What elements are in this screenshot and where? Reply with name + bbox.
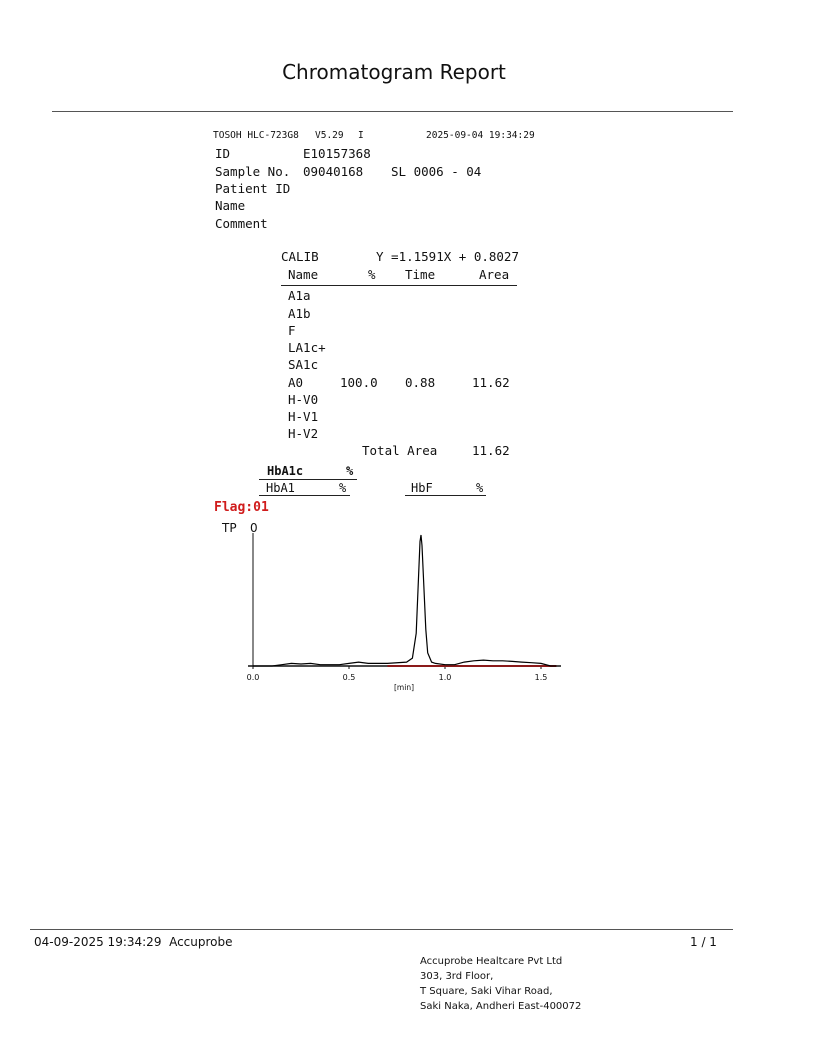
total-area-label: Total Area	[362, 443, 438, 458]
x-axis-ticks	[247, 666, 548, 682]
id-label: ID	[215, 146, 231, 161]
table-row-hv1: H-V1	[288, 409, 319, 424]
table-row-a0: A0	[288, 375, 304, 390]
x-tick-label: 0.0	[246, 673, 260, 682]
x-tick-label: 1.5	[534, 673, 548, 682]
report-title: Chromatogram Report	[282, 60, 506, 84]
chart-series	[253, 535, 556, 666]
hba1c-rule	[259, 479, 357, 480]
table-row-a1b: A1b	[288, 306, 311, 321]
name-label: Name	[215, 198, 246, 213]
sample-no-value: 09040168	[303, 164, 364, 179]
a0-pct: 100.0	[340, 375, 378, 390]
hba1-label: HbA1	[266, 481, 295, 495]
id-value: E10157368	[303, 146, 371, 161]
a0-area: 11.62	[472, 375, 510, 390]
address-line-city: Saki Naka, Andheri East-400072	[420, 1001, 582, 1012]
col-header-area: Area	[479, 267, 510, 282]
table-row-f: F	[288, 323, 296, 338]
calib-label: CALIB	[281, 249, 319, 264]
comment-label: Comment	[215, 216, 268, 231]
footer-timestamp: 04-09-2025 19:34:29 Accuprobe	[34, 935, 233, 949]
hba1-unit: %	[339, 481, 347, 495]
instrument-datetime: 2025-09-04 19:34:29	[426, 130, 535, 141]
a0-time: 0.88	[405, 375, 436, 390]
col-header-pct: %	[368, 267, 376, 282]
hba1-rule	[259, 495, 350, 496]
hbf-label: HbF	[411, 481, 433, 495]
hba1c-unit: %	[346, 464, 354, 478]
y-axis-tick: 0	[250, 521, 258, 535]
y-axis-label: TP	[222, 521, 237, 535]
address-line-street: T Square, Saki Vihar Road,	[420, 986, 553, 997]
title-divider	[52, 111, 733, 112]
hbf-unit: %	[476, 481, 484, 495]
col-header-name: Name	[288, 267, 319, 282]
sample-no-label: Sample No.	[215, 164, 291, 179]
address-line-floor: 303, 3rd Floor,	[420, 971, 494, 982]
instrument-version: V5.29	[315, 130, 344, 141]
col-header-time: Time	[405, 267, 436, 282]
sample-position: SL 0006 - 04	[391, 164, 482, 179]
table-row-hv2: H-V2	[288, 426, 319, 441]
instrument-name: TOSOH HLC-723G8	[213, 130, 299, 141]
flag-label: Flag:01	[214, 500, 269, 515]
patient-id-label: Patient ID	[215, 181, 291, 196]
table-row-hv0: H-V0	[288, 392, 319, 407]
address-line-company: Accuprobe Healtcare Pvt Ltd	[420, 956, 563, 967]
table-row-la1c: LA1c+	[288, 340, 326, 355]
hbf-rule	[405, 495, 486, 496]
footer-page-number: 1 / 1	[690, 935, 717, 949]
x-tick-label: 0.5	[342, 673, 356, 682]
peak-table-header-rule	[281, 285, 517, 286]
total-area-value: 11.62	[472, 443, 510, 458]
calib-equation: Y =1.1591X + 0.8027	[376, 249, 519, 264]
table-row-a1a: A1a	[288, 288, 311, 303]
footer-divider	[30, 929, 733, 930]
table-row-sa1c: SA1c	[288, 357, 319, 372]
x-tick-label: 1.0	[438, 673, 452, 682]
footer-address	[420, 954, 581, 1014]
x-axis-label: [min]	[394, 683, 414, 692]
chromatogram-trace-line	[253, 535, 556, 666]
instrument-mode: I	[358, 130, 364, 141]
hba1c-label: HbA1c	[267, 464, 304, 478]
chromatogram-chart	[0, 515, 816, 715]
